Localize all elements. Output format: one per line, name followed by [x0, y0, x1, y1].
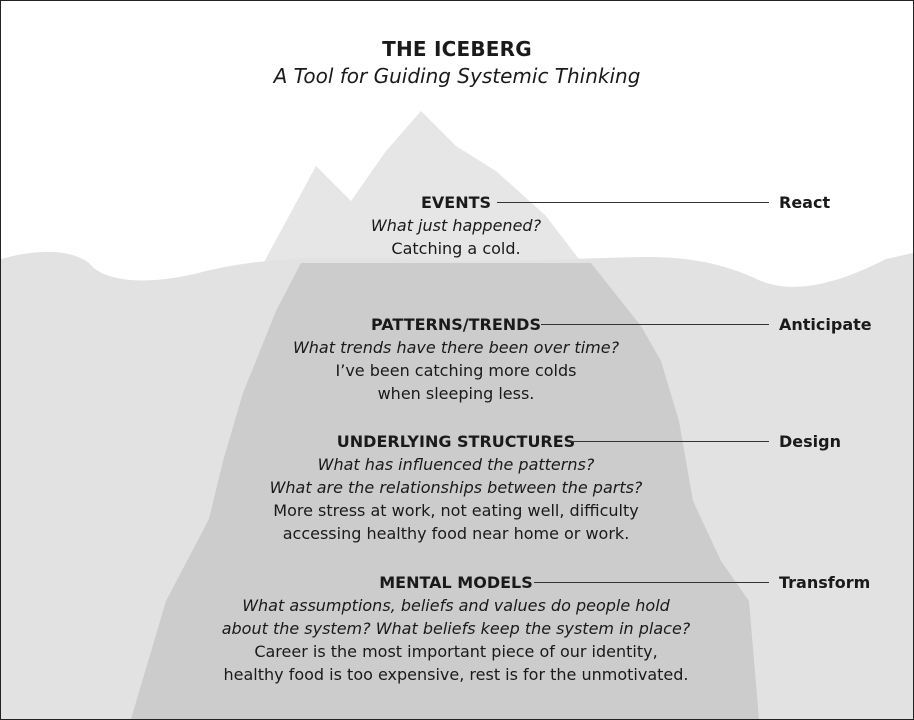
leader-line-patterns [541, 324, 769, 325]
action-transform: Transform [779, 573, 871, 592]
action-design: Design [779, 432, 841, 451]
level-heading: UNDERLYING STRUCTURES [336, 432, 576, 451]
leader-line-mental-models [534, 582, 769, 583]
wave-crest [89, 258, 136, 269]
level-question: What assumptions, beliefs and values do people hold [242, 596, 670, 615]
level-question: about the system? What beliefs keep the system in place? [221, 619, 691, 638]
level-heading: EVENTS [420, 193, 492, 212]
level-heading: MENTAL MODELS [379, 573, 533, 592]
level-example: accessing healthy food near home or work. [282, 524, 630, 543]
level-example: More stress at work, not eating well, difficulty [273, 501, 639, 520]
level-question: What just happened? [370, 216, 542, 235]
action-anticipate: Anticipate [779, 315, 872, 334]
leader-line-structures [568, 441, 769, 442]
level-example: when sleeping less. [377, 384, 535, 403]
level-mental-models [176, 571, 736, 686]
leader-line-events [497, 202, 769, 203]
level-question: What has influenced the patterns? [317, 455, 595, 474]
level-heading: PATTERNS/TRENDS [371, 315, 541, 334]
level-patterns [206, 313, 706, 405]
level-example: Catching a cold. [391, 239, 521, 258]
level-question: What trends have there been over time? [292, 338, 620, 357]
level-question: What are the relationships between the parts? [269, 478, 643, 497]
diagram-subtitle: A Tool for Guiding Systemic Thinking [273, 64, 641, 88]
level-example: I’ve been catching more colds [335, 361, 577, 380]
level-example: healthy food is too expensive, rest is for the unmotivated. [223, 665, 689, 684]
level-structures [206, 430, 706, 545]
level-example: Career is the most important piece of our identity, [254, 642, 658, 661]
diagram-title: THE ICEBERG [382, 37, 532, 61]
action-react: React [779, 193, 831, 212]
